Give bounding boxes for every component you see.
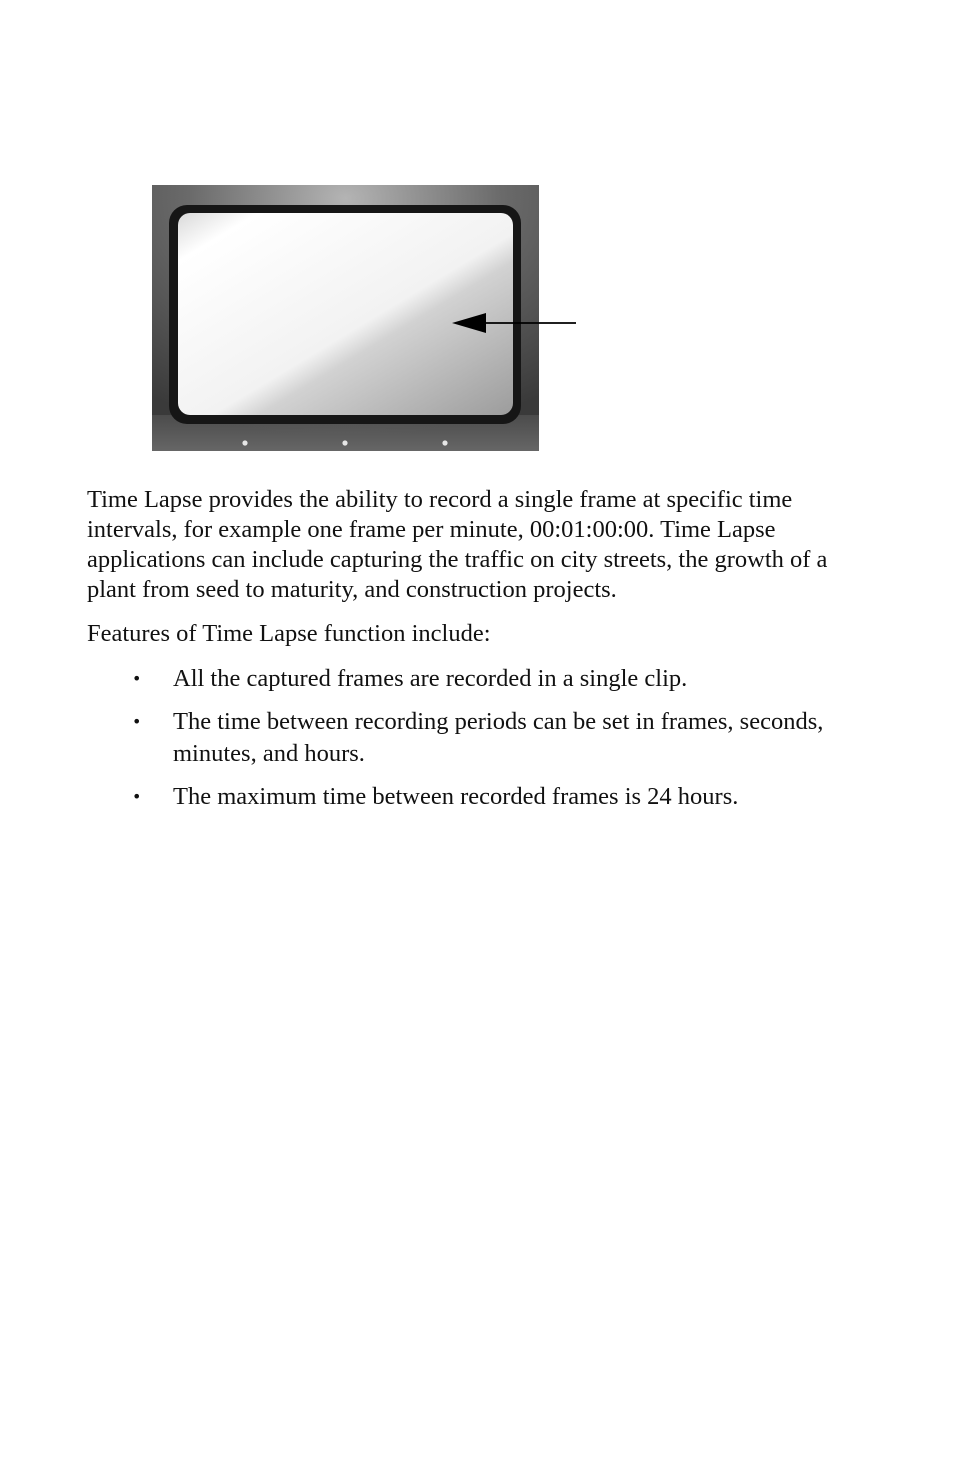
bullet-icon: • xyxy=(132,787,142,806)
intro-paragraph: Time Lapse provides the ability to record a single frame at specific time intervals, for example one frame per minute, 00:01:00:00. Time Lapse applications can include capturing the traffic on city streets, the growth of a plant from seed to maturity, and construction projects. xyxy=(87,486,828,603)
list-item-text: The time between recording periods can be set in frames, seconds, minutes, and hours. xyxy=(173,708,824,767)
indicator-dot-center xyxy=(342,440,347,445)
list-item xyxy=(87,781,847,813)
callout-arrow xyxy=(450,312,580,334)
indicator-dot-right xyxy=(442,440,447,445)
list-item-text: The maximum time between recorded frames is 24 hours. xyxy=(173,783,739,810)
list-item xyxy=(87,706,847,770)
indicator-dot-left xyxy=(242,440,247,445)
bullet-icon: • xyxy=(132,712,142,731)
bullet-icon: • xyxy=(132,669,142,688)
list-item xyxy=(87,663,847,695)
arrow-left-icon xyxy=(450,312,580,334)
features-list xyxy=(87,663,847,813)
features-heading: Features of Time Lapse function include: xyxy=(87,620,491,647)
body-text xyxy=(87,485,847,824)
list-item-text: All the captured frames are recorded in a single clip. xyxy=(173,665,688,692)
